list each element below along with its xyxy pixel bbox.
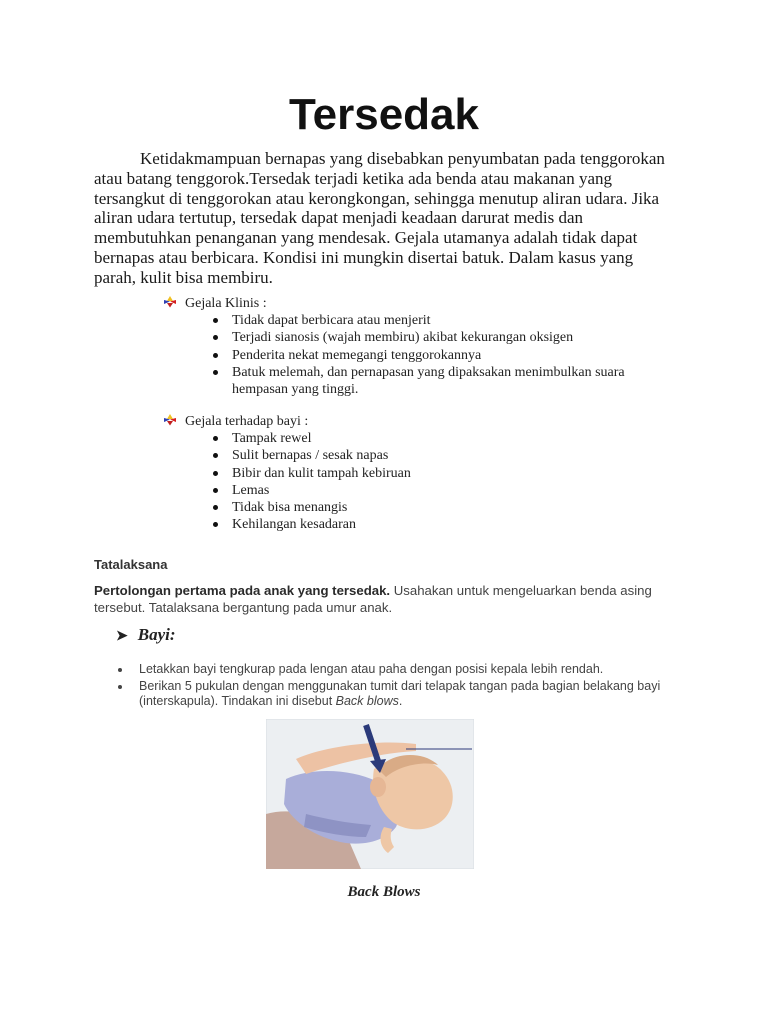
list-item: Penderita nekat memegangi tenggorokannya xyxy=(210,347,680,364)
page-title: Tersedak xyxy=(289,90,479,139)
list-item: Tidak dapat berbicara atau menjerit xyxy=(210,312,680,329)
bayi-heading xyxy=(116,625,176,645)
list-item: Tampak rewel xyxy=(210,430,680,447)
step-text: Berikan 5 pukulan dengan menggunakan tumit dari telapak tangan pada bagian belakang bayi (interskapula). Tindakan ini disebut xyxy=(139,678,661,709)
list-item: Sulit bernapas / sesak napas xyxy=(210,447,680,464)
list-item: Letakkan bayi tengkurap pada lengan atau paha dengan posisi kepala lebih rendah. xyxy=(116,662,676,678)
figure-caption: Back Blows xyxy=(347,884,421,900)
list-item: Tidak bisa menangis xyxy=(210,499,680,516)
list-item: Kehilangan kesadaran xyxy=(210,516,680,533)
gejala-klinis-list xyxy=(210,312,680,398)
list-item: Batuk melemah, dan pernapasan yang dipaksakan menimbulkan suara hempasan yang tinggi. xyxy=(210,364,680,399)
section-heading-text: Gejala terhadap bayi : xyxy=(185,414,309,430)
back-blows-illustration xyxy=(266,719,474,869)
section-heading-text: Gejala Klinis : xyxy=(185,296,267,312)
bayi-heading-text: Bayi: xyxy=(137,625,176,644)
list-item: Terjadi sianosis (wajah membiru) akibat kekurangan oksigen xyxy=(210,329,680,346)
gejala-bayi-heading xyxy=(163,413,308,431)
step-emphasis: Back blows xyxy=(335,694,399,709)
tatalaksana-heading: Tatalaksana xyxy=(94,557,168,572)
list-item: Bibir dan kulit tampah kebiruan xyxy=(210,465,680,482)
multicolor-bullet-icon xyxy=(163,295,185,313)
list-item: Lemas xyxy=(210,482,680,499)
first-aid-paragraph xyxy=(94,583,674,616)
step-end: . xyxy=(398,694,403,709)
multicolor-bullet-icon xyxy=(163,413,185,431)
bayi-steps-list xyxy=(116,662,676,711)
gejala-klinis-heading xyxy=(163,295,267,313)
list-item xyxy=(116,679,676,710)
arrow-bullet-icon: ➤ xyxy=(116,629,128,644)
gejala-bayi-list xyxy=(210,430,680,534)
first-aid-text: Usahakan untuk mengeluarkan benda asing tersebut. Tatalaksana bergantung pada umur anak. xyxy=(94,583,652,615)
intro-paragraph: Ketidakmampuan bernapas yang disebabkan penyumbatan pada tenggorokan atau batang tenggorok.Tersedak terjadi ketika ada benda atau makanan yang tersangkut di tenggorokan atau kerongkongan, sehingga menutup aliran udara. Jika aliran udara tertutup, tersedak dapat menjadi keadaan darurat medis dan membutuhkan penanganan yang mendesak. Gejala utamanya adalah tidak dapat bernapas atau berbicara. Kondisi ini mungkin disertai batuk. Dalam kasus yang parah, kulit bisa membiru. xyxy=(94,149,665,287)
first-aid-lead: Pertolongan pertama pada anak yang tersedak. xyxy=(94,583,391,598)
